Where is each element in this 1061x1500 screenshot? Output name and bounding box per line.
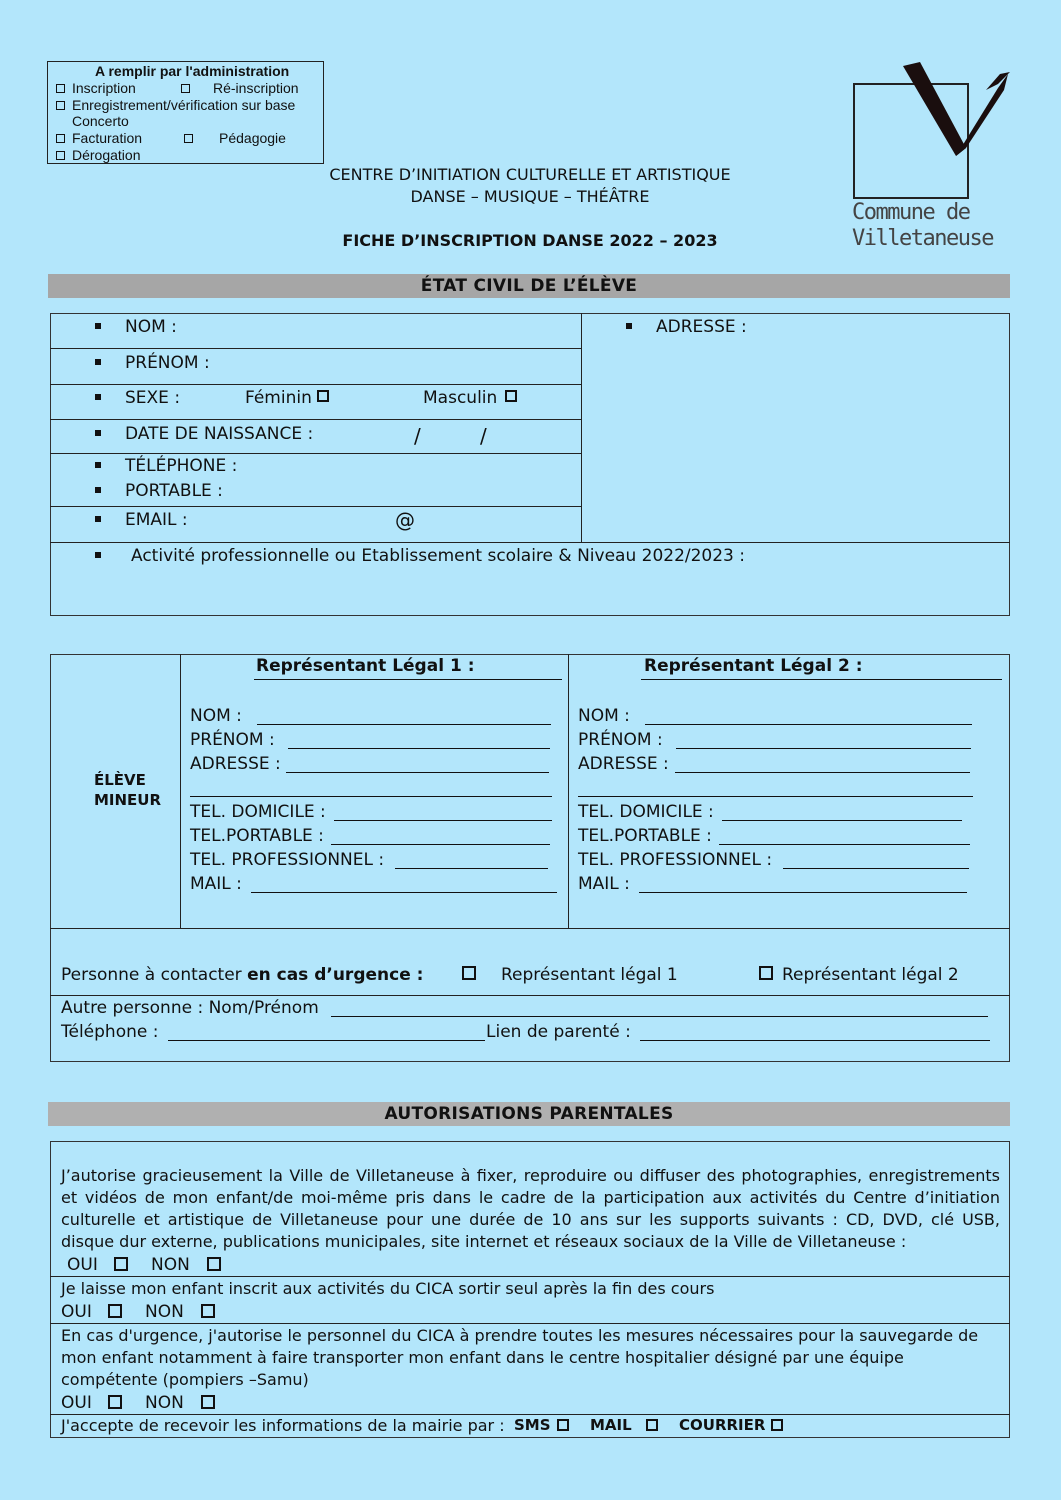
- info-preference-label: J'accepte de recevoir les informations de la mairie par :: [61, 1416, 505, 1435]
- rep1-tel-pro-label: TEL. PROFESSIONNEL :: [190, 850, 385, 870]
- urgence-telephone-field[interactable]: [168, 1040, 485, 1041]
- rep1-tel-domicile-label: TEL. DOMICILE :: [190, 802, 326, 822]
- rep1-mail-label: MAIL :: [190, 874, 242, 894]
- rep2-mail-label: MAIL :: [578, 874, 630, 894]
- checkbox-urgence-non[interactable]: [201, 1395, 215, 1409]
- checkbox-derogation[interactable]: [56, 151, 65, 160]
- row-divider: [50, 1414, 1010, 1415]
- bullet: [95, 323, 101, 329]
- rep2-adresse-label: ADRESSE :: [578, 754, 669, 774]
- commune-logo: [848, 60, 1018, 260]
- rep1-mail-field[interactable]: [251, 892, 557, 893]
- form-title: FICHE D’INSCRIPTION DANSE 2022 – 2023: [342, 231, 718, 250]
- photo-authorization-text: J’autorise gracieusement la Ville de Villetaneuse à fixer, reproduire ou diffuser des photographies, enregistrements et vidéos de mon enfant/de moi-même pris dans le cadre de la participation aux activités du Centre d’initiation culturelle et artistique de Villetaneuse pour une durée de 10 ans sur les supports suivants : CD, DVD, clé USB, disque dur externe, publications municipales, site internet et réseaux sociaux de la Ville de Villetaneuse :: [61, 1166, 1000, 1251]
- feminin-label: Féminin: [245, 388, 312, 408]
- eleve-mineur-label-1: ÉLÈVE: [94, 771, 146, 789]
- rep1-adresse-field-2[interactable]: [190, 796, 552, 797]
- rep1-prenom-label: PRÉNOM :: [190, 730, 275, 750]
- checkbox-masculin[interactable]: [505, 390, 517, 402]
- header-line-2: DANSE – MUSIQUE – THÉÂTRE: [410, 187, 650, 206]
- rep1-tel-portable-label: TEL.PORTABLE :: [190, 826, 324, 846]
- rep2-tel-portable-field[interactable]: [719, 844, 970, 845]
- admin-enregistrement-label-2: Concerto: [72, 113, 129, 129]
- sortie-authorization-text: Je laisse mon enfant inscrit aux activités du CICA sortir seul après la fin des cours: [61, 1279, 715, 1298]
- urgence-prefix: Personne à contacter: [61, 965, 248, 985]
- admin-inscription-label: Inscription: [72, 80, 136, 96]
- rep2-prenom-field[interactable]: [676, 748, 971, 749]
- bullet: [626, 323, 632, 329]
- rep1-prenom-field[interactable]: [288, 748, 550, 749]
- lien-parente-label: Lien de parenté :: [486, 1022, 631, 1042]
- rep2-adresse-field[interactable]: [675, 772, 970, 773]
- checkbox-photo-non[interactable]: [207, 1257, 221, 1271]
- urgence-non-label: NON: [145, 1393, 184, 1413]
- rep1-tel-portable-field[interactable]: [331, 844, 550, 845]
- checkbox-photo-oui[interactable]: [114, 1257, 128, 1271]
- rep2-adresse-field-2[interactable]: [578, 796, 973, 797]
- rep2-nom-field[interactable]: [645, 724, 972, 725]
- date-slash-1: /: [414, 424, 421, 448]
- bullet: [95, 462, 101, 468]
- checkbox-pedagogie[interactable]: [184, 134, 193, 143]
- admin-box-title: A remplir par l'administration: [95, 63, 290, 79]
- autorisations-header: AUTORISATIONS PARENTALES: [48, 1102, 1010, 1126]
- logo-text-line-1: Commune de: [852, 200, 970, 225]
- info-mail-label: MAIL: [590, 1416, 632, 1434]
- urgence-oui-label: OUI: [61, 1393, 92, 1413]
- row-divider: [50, 384, 582, 385]
- rep1-nom-label: NOM :: [190, 706, 242, 726]
- checkbox-feminin[interactable]: [317, 390, 329, 402]
- activite-label: Activité professionnelle ou Etablissement scolaire & Niveau 2022/2023 :: [131, 546, 746, 566]
- bullet: [95, 394, 101, 400]
- email-label: EMAIL :: [125, 510, 188, 530]
- urgence-telephone-label: Téléphone :: [61, 1022, 159, 1042]
- bullet: [95, 516, 101, 522]
- portable-label: PORTABLE :: [125, 481, 223, 501]
- rep2-tel-pro-label: TEL. PROFESSIONNEL :: [578, 850, 773, 870]
- col-divider: [180, 654, 181, 928]
- checkbox-facturation[interactable]: [56, 134, 65, 143]
- prenom-label: PRÉNOM :: [125, 353, 210, 373]
- rep2-prenom-label: PRÉNOM :: [578, 730, 663, 750]
- rep2-mail-field[interactable]: [639, 892, 967, 893]
- row-divider: [50, 1323, 1010, 1324]
- urgence-rep2-label: Représentant légal 2: [782, 965, 959, 985]
- bullet: [95, 430, 101, 436]
- admin-facturation-label: Facturation: [72, 130, 143, 146]
- checkbox-info-courrier[interactable]: [771, 1419, 783, 1431]
- admin-reinscription-label: Ré-inscription: [213, 80, 299, 96]
- rep1-nom-field[interactable]: [257, 724, 551, 725]
- autre-personne-label: Autre personne : Nom/Prénom: [61, 998, 319, 1018]
- eleve-mineur-label-2: MINEUR: [94, 791, 162, 809]
- urgence-rep1-label: Représentant légal 1: [501, 965, 678, 985]
- etat-civil-header: ÉTAT CIVIL DE L’ÉLÈVE: [48, 274, 1010, 298]
- sexe-label: SEXE :: [125, 388, 181, 408]
- sortie-oui-label: OUI: [61, 1302, 92, 1322]
- checkbox-enregistrement[interactable]: [56, 101, 65, 110]
- admin-box: [47, 61, 324, 164]
- adresse-label: ADRESSE :: [656, 317, 747, 337]
- admin-derogation-label: Dérogation: [72, 147, 141, 163]
- nom-label: NOM :: [125, 317, 177, 337]
- rep2-title: Représentant Légal 2 :: [644, 656, 863, 676]
- admin-enregistrement-label: Enregistrement/vérification sur base: [72, 97, 296, 113]
- row-divider: [50, 995, 1010, 996]
- rep2-tel-portable-label: TEL.PORTABLE :: [578, 826, 712, 846]
- row-divider: [50, 506, 582, 507]
- rep2-title-underline: [641, 679, 1002, 680]
- header-line-1: CENTRE D’INITIATION CULTURELLE ET ARTISTIQUE: [329, 165, 731, 184]
- col-divider: [568, 654, 569, 928]
- urgence-authorization-text: En cas d'urgence, j'autorise le personnel du CICA à prendre toutes les mesures nécessaires pour la sauvegarde de mon enfant notamment à faire transporter mon enfant dans le centre hospitalier désigné par une équipe compétente (pompiers –Samu): [61, 1326, 979, 1389]
- rep1-adresse-label: ADRESSE :: [190, 754, 281, 774]
- checkbox-sortie-non[interactable]: [201, 1304, 215, 1318]
- bullet: [95, 552, 101, 558]
- urgence-label: [61, 965, 423, 985]
- row-divider: [50, 928, 1010, 929]
- logo-text-line-2: Villetaneuse: [852, 226, 993, 251]
- row-divider: [50, 348, 582, 349]
- checkbox-sortie-oui[interactable]: [108, 1304, 122, 1318]
- telephone-label: TÉLÉPHONE :: [125, 456, 238, 476]
- masculin-label: Masculin: [423, 388, 498, 408]
- rep1-adresse-field[interactable]: [286, 772, 549, 773]
- row-divider: [50, 542, 1010, 543]
- checkbox-info-sms[interactable]: [557, 1419, 569, 1431]
- autre-personne-field[interactable]: [331, 1016, 988, 1017]
- lien-parente-field[interactable]: [640, 1040, 990, 1041]
- checkbox-info-mail[interactable]: [646, 1419, 658, 1431]
- rep1-tel-domicile-field[interactable]: [334, 820, 552, 821]
- checkbox-urgence-rep1[interactable]: [462, 966, 476, 980]
- checkbox-inscription[interactable]: [56, 84, 65, 93]
- admin-pedagogie-label: Pédagogie: [219, 130, 286, 146]
- info-sms-label: SMS: [514, 1416, 551, 1434]
- rep1-tel-pro-field[interactable]: [395, 868, 548, 869]
- row-divider: [50, 1276, 1010, 1277]
- checkbox-urgence-rep2[interactable]: [759, 966, 773, 980]
- bullet: [95, 487, 101, 493]
- photo-non-label: NON: [151, 1255, 190, 1275]
- checkbox-urgence-oui[interactable]: [108, 1395, 122, 1409]
- date-slash-2: /: [480, 424, 487, 448]
- checkbox-reinscription[interactable]: [181, 84, 190, 93]
- rep2-nom-label: NOM :: [578, 706, 630, 726]
- rep1-title: Représentant Légal 1 :: [256, 656, 475, 676]
- date-naissance-label: DATE DE NAISSANCE :: [125, 424, 314, 444]
- rep2-tel-domicile-label: TEL. DOMICILE :: [578, 802, 714, 822]
- urgence-bold: en cas d’urgence :: [247, 965, 424, 985]
- row-divider: [50, 453, 582, 454]
- rep2-tel-pro-field[interactable]: [783, 868, 969, 869]
- photo-oui-label: OUI: [67, 1255, 98, 1275]
- sortie-non-label: NON: [145, 1302, 184, 1322]
- rep1-title-underline: [254, 679, 562, 680]
- row-divider: [50, 419, 582, 420]
- bullet: [95, 359, 101, 365]
- rep2-tel-domicile-field[interactable]: [722, 820, 962, 821]
- info-courrier-label: COURRIER: [679, 1416, 766, 1434]
- email-at-symbol: @: [395, 508, 415, 532]
